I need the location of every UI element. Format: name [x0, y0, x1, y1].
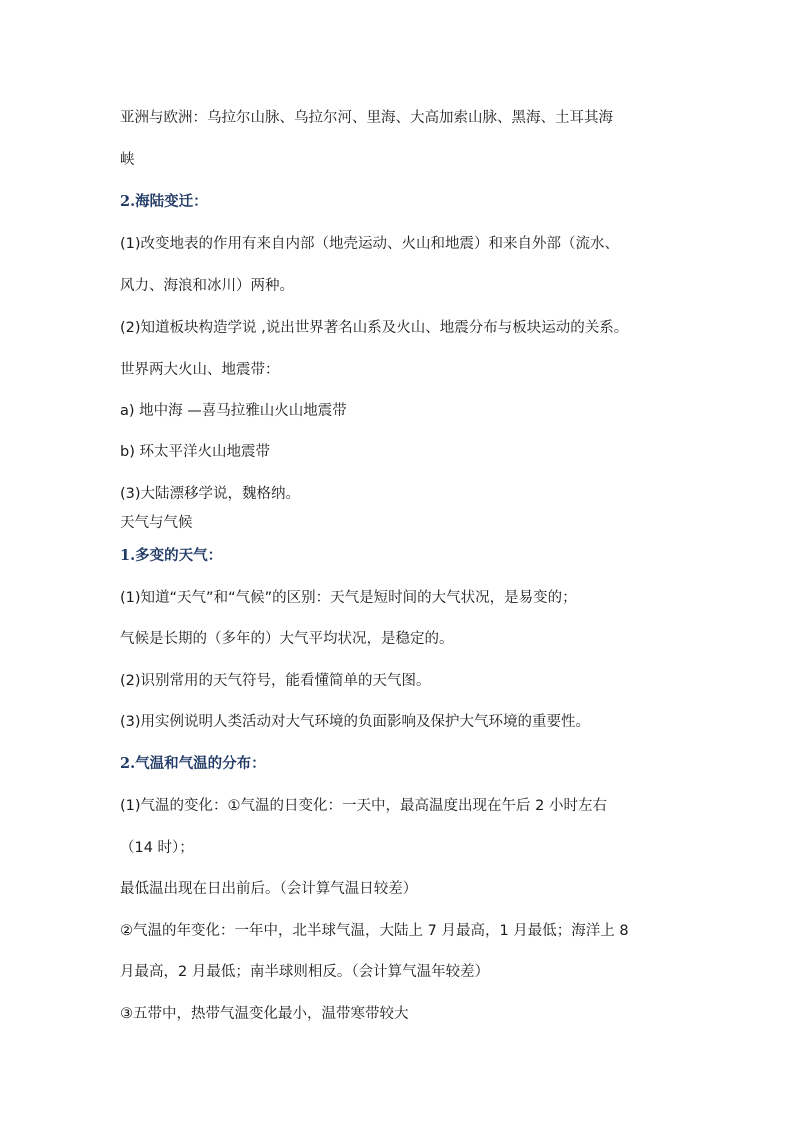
heading-temperature-distribution: 2.气温和气温的分布：	[120, 755, 266, 772]
text-line-human-impact: (3)用实例说明人类活动对大气环境的负面影响及保护大气环境的重要性。	[120, 714, 591, 730]
text-line-annual-change-continued: 月最高，2 月最低；南半球则相反。（会计算气温年较差）	[120, 964, 490, 980]
text-line-item-2: (2)知道板块构造学说 ,说出世界著名山系及火山、地震分布与板块运动的关系。	[120, 320, 629, 336]
text-line-asia-europe-boundary: 亚洲与欧洲：乌拉尔山脉、乌拉尔河、里海、大高加索山脉、黑海、土耳其海	[120, 110, 613, 126]
text-line-five-zones: ③五带中，热带气温变化最小，温带寒带较大	[120, 1006, 409, 1022]
text-line-item-1: (1)改变地表的作用有来自内部（地壳运动、火山和地震）和来自外部（流水、	[120, 236, 620, 252]
text-line-lowest-temp: 最低温出现在日出前后。（会计算气温日较差）	[120, 881, 418, 897]
heading-land-sea-change: 2.海陆变迁：	[120, 193, 208, 210]
list-item-a: a) 地中海 —喜马拉雅山火山地震带	[120, 403, 347, 419]
text-line-volcano-belts: 世界两大火山、地震带：	[120, 362, 280, 378]
text-line-14h: （14 时）；	[120, 840, 194, 856]
text-line-annual-change: ②气温的年变化：一年中，北半球气温，大陆上 7 月最高，1 月最低；海洋上 8	[120, 923, 629, 939]
text-line-continuation: 峡	[120, 152, 135, 168]
text-line-item-3: (3)大陆漂移学说，魏格纳。	[120, 486, 301, 502]
list-item-b: b) 环太平洋火山地震带	[120, 444, 270, 460]
section-title-weather-climate: 天气与气候	[120, 515, 193, 531]
text-line-climate-definition: 气候是长期的（多年的）大气平均状况，是稳定的。	[120, 631, 454, 647]
text-line-item-1-continued: 风力、海浪和冰川）两种。	[120, 278, 294, 294]
text-line-weather-vs-climate: (1)知道“天气”和“气候”的区别：天气是短时间的大气状况，是易变的；	[120, 590, 577, 606]
heading-changeable-weather: 1.多变的天气：	[120, 547, 223, 564]
text-line-weather-symbols: (2)识别常用的天气符号，能看懂简单的天气图。	[120, 673, 431, 689]
text-line-daily-change: (1)气温的变化：①气温的日变化：一天中，最高温度出现在午后 2 小时左右	[120, 798, 607, 814]
